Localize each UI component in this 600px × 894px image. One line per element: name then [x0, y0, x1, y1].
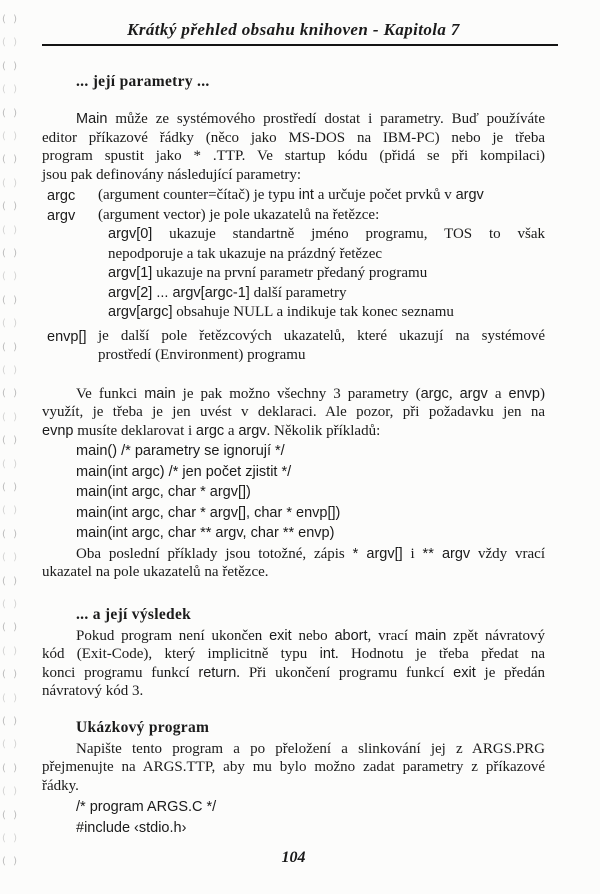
text-segment: argv[0] — [108, 226, 153, 242]
text-segment: argv[argc] — [108, 304, 173, 320]
text-segment: envp — [508, 385, 540, 402]
binding-hole: ( ) — [2, 809, 19, 821]
text-segment: argv — [238, 422, 267, 439]
text-line — [98, 346, 545, 366]
binding-hole: ( ) — [2, 14, 19, 25]
binding-hole: ( ) — [2, 318, 19, 330]
text-segment: main(int argc) /* jen počet zjistit */ — [76, 463, 292, 480]
text-segment: a — [224, 422, 239, 439]
text-line — [98, 186, 545, 206]
text-line — [108, 284, 545, 304]
binding-hole: ( ) — [2, 84, 19, 96]
binding-hole: ( ) — [2, 505, 19, 517]
text-segment: nebo — [291, 627, 335, 644]
text-line — [108, 225, 545, 245]
text-segment: Main — [76, 111, 108, 127]
text-segment: je další pole řetězcových ukazatelů, které ukazují na systémové — [98, 327, 545, 344]
text-segment: #include ‹stdio.h› — [76, 820, 187, 837]
binding-hole: ( ) — [2, 458, 19, 470]
running-header-title: Krátký přehled obsahu knihoven - Kapitola 7 — [127, 20, 460, 39]
text-segment: kód (Exit-Code), který implicitně typu — [42, 646, 320, 663]
binding-hole: ( ) — [2, 645, 19, 657]
text-line — [42, 645, 545, 664]
text-segment: je pak možno všechny 3 parametry ( — [175, 385, 421, 402]
definition-body-argv — [98, 206, 545, 226]
result-paragraph — [42, 627, 545, 701]
text-line — [76, 503, 545, 524]
binding-hole: ( ) — [2, 107, 19, 119]
text-segment: obsahuje NULL a indikuje tak konec seznamu — [172, 304, 454, 320]
text-segment: (argument vector) je pole ukazatelů na řetězce: — [98, 206, 380, 223]
text-segment: ukazatel na pole ukazatelů na řetězce. — [42, 564, 269, 581]
text-line — [108, 303, 545, 323]
text-segment: ** argv — [422, 545, 471, 562]
text-segment: main — [144, 385, 176, 402]
definition-argc — [42, 186, 545, 206]
text-segment: main(int argc, char * argv[], char * envp[]) — [76, 504, 341, 521]
definition-argv — [42, 206, 545, 226]
definition-term-argv: argv — [47, 207, 76, 224]
binding-hole: ( ) — [2, 833, 19, 844]
binding-hole: ( ) — [2, 201, 19, 213]
text-segment: může ze systémového prostředí dostat i parametry. Buď používáte — [107, 111, 545, 127]
text-line — [42, 664, 545, 683]
binding-hole: ( ) — [2, 131, 19, 142]
text-segment: main(int argc, char * argv[]) — [76, 484, 251, 501]
binding-hole: ( ) — [2, 294, 19, 306]
text-line — [42, 129, 545, 148]
text-segment: int — [298, 187, 314, 203]
text-line — [42, 385, 545, 404]
code-declaration-examples — [76, 441, 545, 544]
text-segment: přejmenujte na ARGS.TTP, aby mu bylo možno zadat parametry z příkazové — [42, 759, 545, 776]
text-line — [42, 110, 545, 129]
text-line — [42, 166, 545, 185]
section-heading-sample-program: Ukázkový program — [76, 718, 210, 736]
text-segment: prostředí (Environment) programu — [98, 347, 306, 363]
binding-hole: ( ) — [2, 622, 19, 634]
binding-hole: ( ) — [2, 388, 19, 400]
binding-hole: ( ) — [2, 716, 19, 727]
definition-envp — [42, 327, 545, 366]
text-segment: využít, je třeba je jen uvést v deklaraci. Ale pozor, při požadavku jen na — [42, 404, 545, 420]
text-segment: konci programu funkcí — [42, 664, 199, 681]
intro-paragraph — [42, 110, 545, 184]
text-segment: int — [319, 646, 335, 663]
binding-hole: ( ) — [2, 37, 19, 49]
text-segment: zpět návratový — [446, 627, 545, 644]
text-line — [42, 740, 545, 759]
binding-hole: ( ) — [2, 599, 19, 610]
text-line — [42, 422, 545, 441]
text-segment: argv[2] ... argv[argc-1] — [108, 284, 250, 301]
text-segment: další parametry — [249, 284, 347, 301]
text-segment: ukazuje na první parametr předaný programu — [152, 265, 428, 281]
argv-sub-list — [108, 225, 545, 323]
binding-hole: ( ) — [2, 154, 19, 166]
binding-hole: ( ) — [2, 482, 19, 493]
spiral-binding — [0, 0, 22, 894]
text-segment: . Hodnotu je třeba předat na — [334, 646, 545, 663]
page-number: 104 — [281, 848, 306, 866]
section-heading-parameters: ... její parametry ... — [76, 73, 210, 90]
sample-program-paragraph — [42, 740, 545, 796]
text-segment: . Několik příkladů: — [266, 422, 381, 439]
text-line — [42, 403, 545, 422]
binding-hole: ( ) — [2, 435, 19, 447]
text-line — [42, 545, 545, 564]
text-segment: je předán — [475, 664, 545, 681]
binding-hole: ( ) — [2, 575, 19, 587]
text-segment: * argv[] — [352, 545, 403, 562]
text-segment: a určuje počet prvků v — [313, 187, 456, 203]
text-line — [108, 264, 545, 284]
binding-hole: ( ) — [2, 177, 19, 189]
binding-hole: ( ) — [2, 739, 19, 751]
argv-item-0 — [108, 225, 545, 264]
text-segment: editor příkazové řádky (něco jako MS-DOS na IBM-PC) nebo je třeba — [42, 129, 545, 146]
text-line — [76, 441, 545, 462]
binding-hole: ( ) — [2, 271, 19, 283]
text-line — [42, 682, 545, 701]
definition-body-argc — [98, 186, 545, 206]
binding-hole: ( ) — [2, 856, 19, 868]
text-segment: argv — [455, 187, 484, 203]
definition-term-argc: argc — [47, 188, 76, 204]
text-segment: exit — [453, 664, 476, 681]
text-line — [42, 627, 545, 646]
text-segment: main — [414, 627, 447, 644]
text-line — [98, 206, 545, 226]
text-line — [76, 818, 545, 839]
text-segment: main(int argc, char ** argv, char ** envp) — [76, 525, 335, 542]
sample-program-code — [76, 797, 545, 838]
text-segment: argc — [195, 422, 225, 439]
binding-hole: ( ) — [2, 411, 19, 423]
binding-hole: ( ) — [2, 365, 19, 376]
text-segment: Ve funkci — [76, 385, 145, 402]
text-line — [76, 482, 545, 503]
binding-hole: ( ) — [2, 692, 19, 704]
binding-hole: ( ) — [2, 60, 19, 72]
text-segment: exit — [269, 627, 292, 644]
text-segment: a — [487, 385, 509, 402]
text-segment: jsou pak definovány následující parametry: — [42, 166, 302, 183]
argv-item-2 — [108, 284, 545, 304]
identical-examples-paragraph — [42, 545, 545, 582]
text-segment: ) — [539, 385, 545, 402]
parameter-definition-list — [42, 186, 545, 366]
text-segment: nepodporuje a tak ukazuje na prázdný řetězec — [108, 245, 383, 262]
section-heading-result: ... a její výsledek — [76, 605, 192, 623]
text-segment: vždy vrací — [470, 545, 546, 562]
text-line — [98, 327, 545, 347]
argv-item-argc — [108, 303, 545, 323]
argv-item-1 — [108, 264, 545, 284]
text-line — [42, 147, 545, 166]
text-segment: řádky. — [42, 777, 79, 794]
binding-hole: ( ) — [2, 552, 19, 564]
text-segment: return — [198, 664, 237, 681]
text-line — [42, 777, 545, 796]
text-segment: ukazuje standartně jméno programu, TOS to však — [152, 226, 545, 242]
text-segment: argv — [459, 385, 488, 402]
binding-hole: ( ) — [2, 224, 19, 236]
usage-paragraph — [42, 385, 545, 441]
binding-hole: ( ) — [2, 528, 19, 540]
text-line — [42, 563, 545, 582]
text-segment: návratový kód 3. — [42, 683, 144, 700]
text-line — [76, 462, 545, 483]
text-line — [42, 758, 545, 777]
definition-body-envp — [98, 327, 545, 366]
binding-hole: ( ) — [2, 341, 19, 353]
binding-hole: ( ) — [2, 669, 19, 681]
text-segment: Napište tento program a po přeložení a slinkování jej z ARGS.PRG — [76, 740, 545, 757]
text-segment: . Při ukončení programu funkcí — [236, 664, 454, 681]
text-segment: argc — [420, 385, 449, 402]
text-segment: program spustit jako * .TTP. Ve startup kódu (přidá se při kompilaci) — [42, 148, 545, 164]
header-rule — [42, 44, 558, 46]
definition-term-envp: envp[] — [47, 328, 87, 345]
text-line — [76, 523, 545, 544]
text-segment: Oba poslední příklady jsou totožné, zápis — [76, 545, 353, 562]
text-segment: abort — [334, 627, 368, 644]
text-segment: /* program ARGS.C */ — [76, 799, 217, 816]
text-segment: musíte deklarovat i — [73, 422, 196, 439]
text-segment: (argument counter=čítač) je typu — [98, 187, 299, 203]
binding-hole: ( ) — [2, 762, 19, 774]
text-segment: evnp — [42, 422, 74, 439]
text-segment: , vrací — [367, 627, 415, 644]
text-segment: i — [402, 545, 423, 562]
text-segment: argv[1] — [108, 265, 153, 281]
binding-hole: ( ) — [2, 248, 19, 259]
text-segment: , — [448, 385, 460, 402]
text-line — [76, 797, 545, 818]
text-segment: main() /* parametry se ignorují */ — [76, 443, 285, 459]
text-segment: Pokud program není ukončen — [76, 627, 270, 644]
binding-hole: ( ) — [2, 786, 19, 798]
text-line — [108, 245, 545, 265]
book-page — [42, 0, 545, 867]
